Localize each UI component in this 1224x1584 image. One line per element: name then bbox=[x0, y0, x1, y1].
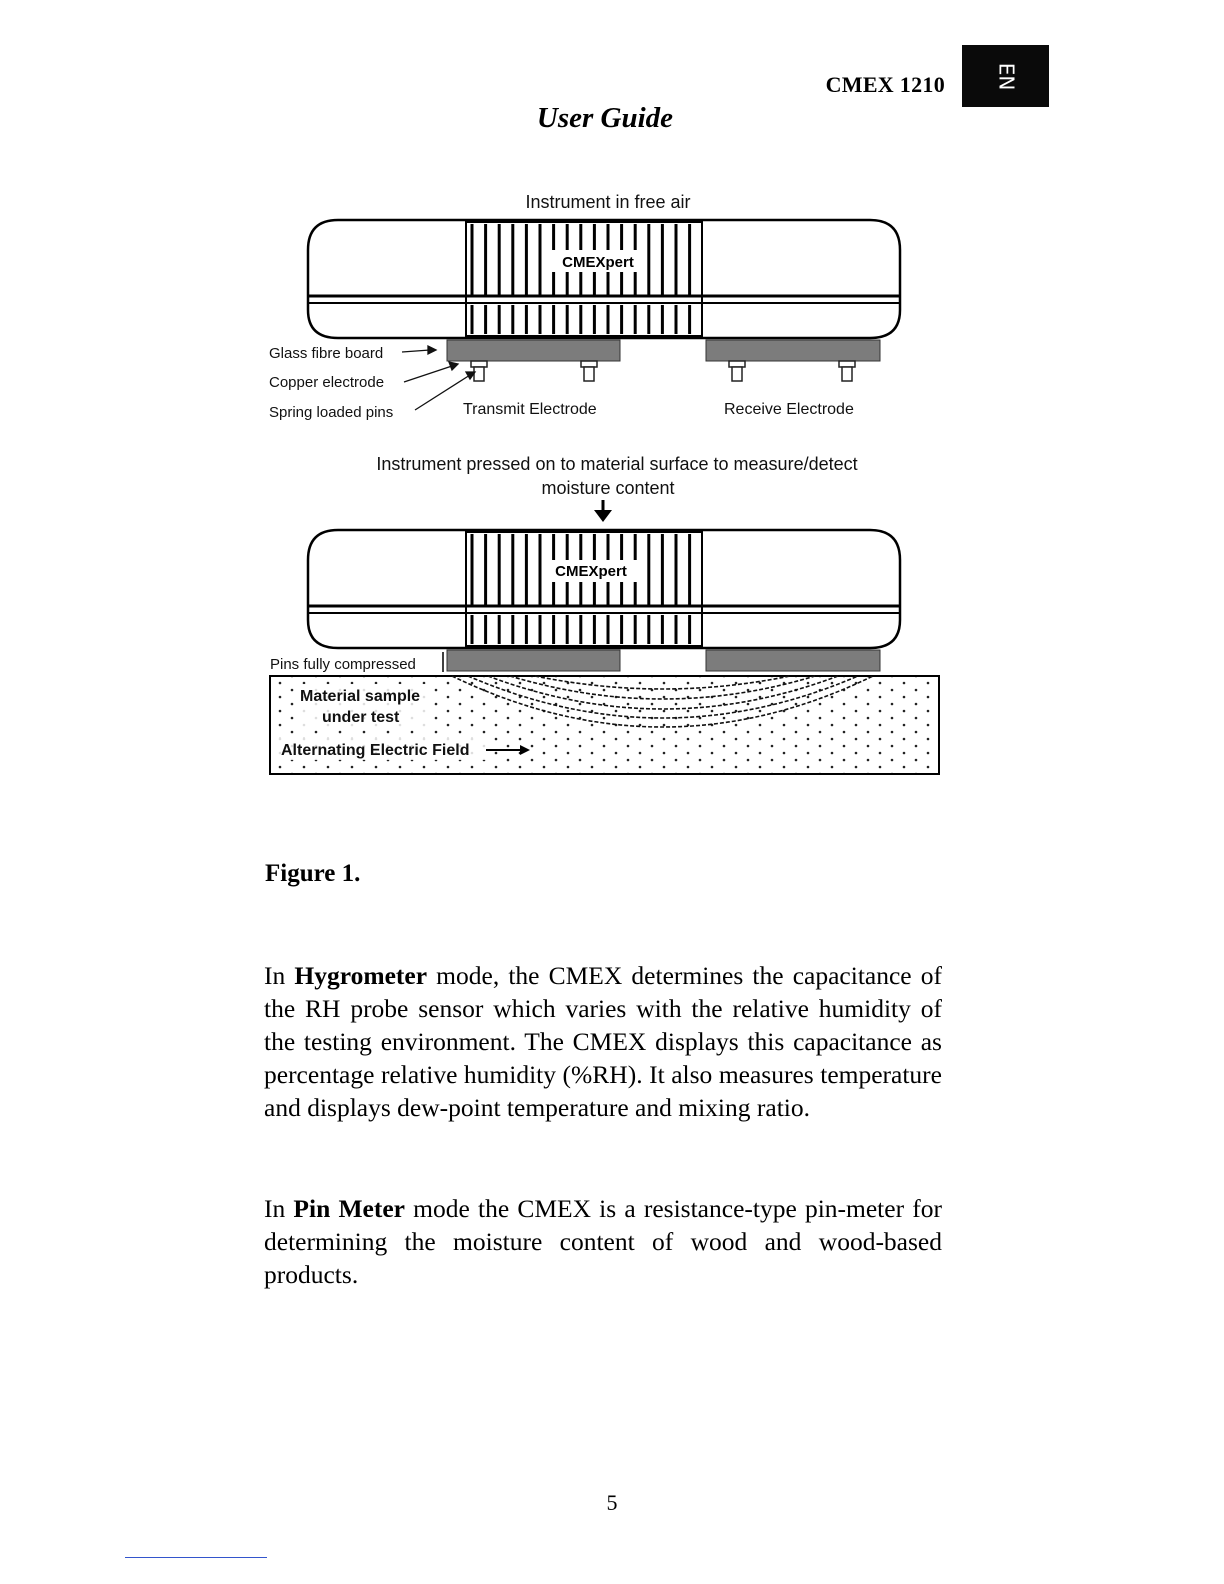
hygrometer-paragraph bbox=[264, 959, 942, 1124]
bottom-instrument-body bbox=[308, 530, 900, 648]
down-arrow-icon bbox=[594, 500, 612, 522]
bottom-transmit-board bbox=[447, 650, 620, 671]
material-sample-label-line1: Material sample bbox=[300, 688, 421, 705]
pins-fully-compressed-label: Pins fully compressed bbox=[270, 656, 416, 673]
model-name: CMEX 1210 bbox=[825, 72, 945, 97]
pin-meter-paragraph-prefix: In bbox=[264, 1194, 294, 1223]
top-instrument-body bbox=[308, 220, 900, 338]
material-sample-block bbox=[270, 676, 939, 774]
hygrometer-paragraph-prefix: In bbox=[264, 961, 295, 990]
receive-electrode-label: Receive Electrode bbox=[724, 401, 854, 418]
callout-copper-electrode: Copper electrode bbox=[269, 374, 385, 391]
page-number: 5 bbox=[606, 1490, 618, 1515]
pin-meter-paragraph bbox=[264, 1192, 942, 1291]
top-diagram-heading: Instrument in free air bbox=[525, 192, 691, 212]
material-sample-label-line2: under test bbox=[322, 709, 400, 726]
callout-glass-fibre-board: Glass fibre board bbox=[269, 345, 384, 362]
bottom-diagram-heading-line1: Instrument pressed on to material surface to measure/detect bbox=[376, 454, 858, 474]
bottom-brand-label: CMEXpert bbox=[555, 563, 627, 580]
pin-meter-mode-term: Pin Meter bbox=[293, 1194, 405, 1223]
top-pins bbox=[471, 361, 855, 381]
page-title: User Guide bbox=[536, 102, 674, 134]
bottom-receive-board bbox=[706, 650, 880, 671]
footer-rule bbox=[125, 1557, 267, 1558]
bottom-diagram-heading-line2: moisture content bbox=[541, 478, 675, 498]
callout-spring-loaded-pins: Spring loaded pins bbox=[269, 404, 394, 421]
top-transmit-board bbox=[447, 340, 620, 361]
top-receive-board bbox=[706, 340, 880, 361]
electric-field-label: Alternating Electric Field bbox=[281, 742, 470, 759]
figure-caption: Figure 1. bbox=[265, 860, 361, 887]
hygrometer-paragraph-body: mode, the CMEX determines the capacitance of the RH probe sensor which varies with the relative humidity of the testing environment. The CMEX displays this capacitance as percentage relative humidity (%RH). It also measures temperature and displays dew-point temperature and mixing ratio. bbox=[264, 961, 942, 1122]
top-brand-label: CMEXpert bbox=[562, 254, 634, 271]
hygrometer-mode-term: Hygrometer bbox=[294, 961, 428, 990]
language-tab-letters: EN bbox=[993, 62, 1018, 90]
transmit-electrode-label: Transmit Electrode bbox=[463, 401, 597, 418]
pin-meter-paragraph-body: mode the CMEX is a resistance-type pin-meter for determining the moisture content of wood and wood-based products. bbox=[264, 1194, 942, 1289]
